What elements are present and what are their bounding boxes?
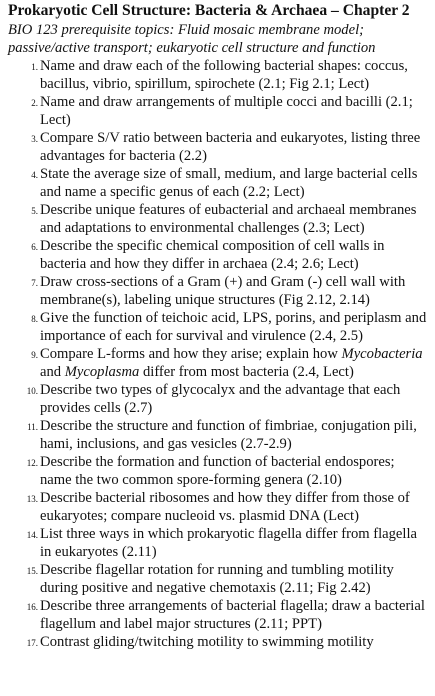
list-item	[8, 309, 427, 345]
item-text: Contrast gliding/twitching motility to swimming motility	[40, 634, 374, 650]
item-text: Describe the formation and function of bacterial endospores; name the two common spore-forming genera (2.10)	[40, 454, 395, 488]
item-text: Describe the specific chemical composition of cell walls in bacteria and how they differ in archaea (2.4; 2.6; Lect)	[40, 238, 385, 272]
objectives-list	[8, 57, 427, 651]
list-item	[8, 597, 427, 633]
item-number: 7.	[31, 278, 38, 288]
list-item	[8, 561, 427, 597]
item-number: 4.	[31, 170, 38, 180]
item-text: Draw cross-sections of a Gram (+) and Gram (-) cell wall with membrane(s), labeling unique structures (Fig 2.12, 2.14)	[40, 274, 406, 308]
list-item	[8, 165, 427, 201]
list-item	[8, 381, 427, 417]
item-number: 15.	[26, 566, 38, 576]
item-number: 9.	[31, 350, 38, 360]
list-item	[8, 273, 427, 309]
list-item	[8, 525, 427, 561]
item-number: 1.	[31, 62, 38, 72]
item-text: Describe the structure and function of fimbriae, conjugation pili, hami, inclusions, and gas vesicles (2.7-2.9)	[40, 418, 417, 452]
item-number: 5.	[31, 206, 38, 216]
list-item	[8, 93, 427, 129]
list-item	[8, 237, 427, 273]
item-number: 2.	[31, 98, 38, 108]
item-number: 11.	[27, 422, 38, 432]
list-item	[8, 129, 427, 165]
item-text: Compare S/V ratio between bacteria and eukaryotes, listing three advantages for bacteria (2.2)	[40, 130, 421, 164]
item-text-c: differ from most bacteria (2.4, Lect)	[142, 364, 354, 380]
item-number: 10.	[26, 386, 38, 396]
list-item	[8, 633, 427, 651]
item-text: Name and draw arrangements of multiple cocci and bacilli (2.1; Lect)	[40, 94, 413, 128]
item-text-b: and	[40, 364, 62, 380]
list-item	[8, 201, 427, 237]
item-number: 17.	[26, 638, 38, 648]
list-item	[8, 417, 427, 453]
item-text: Describe bacterial ribosomes and how they differ from those of eukaryotes; compare nucleoid vs. plasmid DNA (Lect)	[40, 490, 410, 524]
item-text: State the average size of small, medium, and large bacterial cells and name a specific genus of each (2.2; Lect)	[40, 166, 418, 200]
list-item	[8, 57, 427, 93]
list-item	[8, 453, 427, 489]
document-subtitle: BIO 123 prerequisite topics: Fluid mosaic membrane model; passive/active transport; eukaryotic cell structure and function	[8, 22, 376, 56]
item-number: 14.	[26, 530, 38, 540]
item-text: List three ways in which prokaryotic flagella differ from flagella in eukaryotes (2.11)	[40, 526, 418, 560]
genus-mycoplasma: Mycoplasma	[64, 364, 140, 380]
item-number: 12.	[26, 458, 38, 468]
item-number: 8.	[31, 314, 38, 324]
item-text: Name and draw each of the following bacterial shapes: coccus, bacillus, vibrio, spirillum, spirochete (2.1; Fig 2.1; Lect)	[40, 58, 408, 92]
item-text: Describe flagellar rotation for running and tumbling motility during positive and negative chemotaxis (2.11; Fig 2.42)	[40, 562, 394, 596]
item-number: 13.	[26, 494, 38, 504]
item-number: 6.	[31, 242, 38, 252]
item-text: Describe unique features of eubacterial and archaeal membranes and adaptations to environmental challenges (2.3; Lect)	[40, 202, 417, 236]
document-title: Prokaryotic Cell Structure: Bacteria & Archaea – Chapter 2	[8, 2, 410, 19]
item-text-a: Compare L-forms and how they arise; explain how	[40, 346, 338, 362]
list-item	[8, 345, 427, 381]
item-text: Describe two types of glycocalyx and the advantage that each provides cells (2.7)	[40, 382, 401, 416]
item-text: Give the function of teichoic acid, LPS, porins, and periplasm and importance of each for survival and virulence (2.4, 2.5)	[40, 310, 427, 344]
list-item	[8, 489, 427, 525]
genus-mycobacteria: Mycobacteria	[341, 346, 423, 362]
item-text: Describe three arrangements of bacterial flagella; draw a bacterial flagellum and label major structures (2.11; PPT)	[40, 598, 425, 632]
item-number: 16.	[26, 602, 38, 612]
item-number: 3.	[31, 134, 38, 144]
